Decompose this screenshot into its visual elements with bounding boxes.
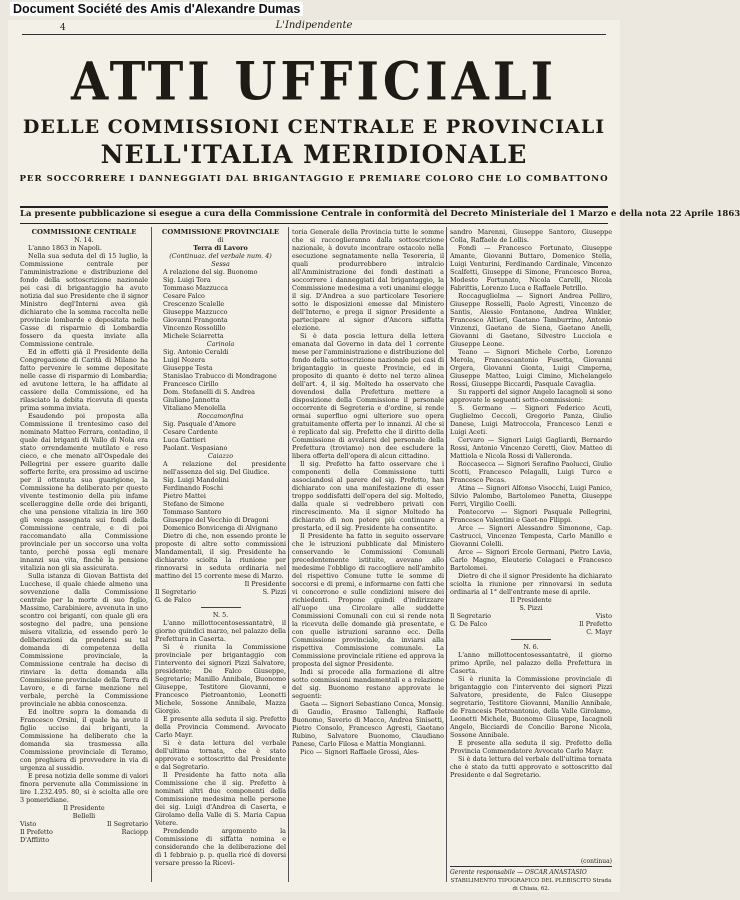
paragraph: Teano — Signori Michele Corbo, Lorenzo Merola, Francescantonio Fusetta, Giovanni Orgera, Giovanni Gionta, Luigi Cimperna, Giuseppe Matteo, Luigi Cimino, Michelangelo Rossi, Giuseppe Biccardi, Pasquale Cavaglia. bbox=[450, 348, 612, 388]
separator bbox=[511, 639, 551, 640]
paragraph: Il sig. Prefetto ha fatto osservare che i componenti della Commissione tutti associandosi al parere del sig. Prefetto, han dichiarato con una manifestazione di esser troppo soddisfatti dell'opera del sig. Moltedo, dalla quale si vedrebbero privati con rincrescimento. Ma il signor Moltedo ha dichiarato di non potere più continuare a prestarla, ed il sig. Presidente ha consentito. bbox=[292, 460, 444, 532]
paragraph: Atina — Signori Alfonso Visocchi, Luigi Panico, Silvio Palombo, Bartolomeo Panetta, Giuseppe Ferri, Virgilio Coelli. bbox=[450, 484, 612, 508]
paragraph: Fondi — Francesco Fortunato, Giuseppe Amante, Giovanni Buttaro, Domenico Stella, Luigi Venturini, Ferdinando Cardinale, Vincenzo Scalfetti, Giuseppe di Simone, Francesco Borea, Modesto Fortunato, Nicola Carelli, Nicola Fabrittis, Lorenzo Luca e Raffaele Petrillo. bbox=[450, 244, 612, 292]
notice-bottom-rule bbox=[20, 223, 608, 224]
name-line: Sig. Luigi Mandolini bbox=[163, 476, 229, 484]
name-line: Tommaso Mazzucca bbox=[163, 284, 228, 292]
signature-prefect-name: C. Mayr bbox=[586, 628, 612, 636]
gerente-line: Gerente responsabile — OSCAR ANASTASIO bbox=[450, 866, 612, 877]
signature-row bbox=[450, 612, 612, 620]
paragraph: Roccasecca — Signori Serafino Paolucci, Giulio Scotti, Francesco Pelagalli, Luigi Turco e Francesco Pecas. bbox=[450, 460, 612, 484]
name-line: Luca Gattieri bbox=[163, 436, 206, 444]
name-line: Domenico Bonvicenga di Alvignano bbox=[163, 524, 278, 532]
paragraph: Dietro di che il signor Presidente ha dichiarato sciolta la riunione per rinnovarsi in seduta ordinaria al 1° dell'entrante mese di aprile. bbox=[450, 572, 612, 596]
signature-secretary-role: Il Segretario bbox=[155, 588, 197, 596]
paragraph: Si è data lettura del verbale dell'ultima tornata che è stato da tutti approvato e sottoscritto dal Presidente e dal Segretario. bbox=[450, 755, 612, 779]
paragraph: Arce — Signori Alessandro Simonone, Cap. Castrucci, Vincenzo Tempesta, Carlo Manillo e Giovanni Colelli. bbox=[450, 524, 612, 548]
paragraph: Prendendo argomento la Commissione di siffatta nomina e considerando che la deliberazione del dì 1 febbraio p. p. quella ricé di doversi versare presso la Ricevi- bbox=[155, 827, 286, 867]
name-line: A relazione del presidente nell'assenza del sig. Del Giudice. bbox=[163, 460, 286, 476]
paragraph: Ed inoltre sopra la domanda di Francesco Orsini, il quale ha avuto il figlio ucciso dai briganti, la Commissione ha deliberato che la domanda sia trasmessa alla Commissione provinciale di Teramo, con preghiera di provvedere in via di urgenza al sussidio. bbox=[20, 708, 148, 772]
name-line: Giuliano Jannotta bbox=[163, 396, 220, 404]
name-line: Giuseppe del Vecchio di Dragoni bbox=[163, 516, 269, 524]
name-line: Cesare Falco bbox=[163, 292, 205, 300]
paragraph: Su rapporti del signor Angelo Iacagnoli si sono approvate le seguenti sotto-commissioni: bbox=[450, 388, 612, 404]
signature-president-role: Il Presidente bbox=[510, 596, 552, 604]
paragraph: Gaeta — Signori Sebastiano Conca, Monsig. di Gaudio, Erasmo Tallenghi, Raffaele Buonomo, Saverio di Macco, Andrea Sinisetti, Pietro Consolo, Francesco Agresti, Gaetano Rubino, Salvatore Buonomo, Claudiano Panese, Carlo Filosa e Mattia Mongianni. bbox=[292, 700, 444, 748]
name-line: Paolant. Vespasiano bbox=[163, 444, 228, 452]
signature-secretary-role: Il Segretario bbox=[450, 612, 492, 620]
paragraph: Nella sua seduta del dì 15 luglio, la Commissione centrale per l'amministrazione e distribuzione del fondo della sottoscrizione nazionale pei casi di brigantaggio ha avuto notizia dal suo Presidente che il signor Ministro degl'Interni avea già dichiarato che la somma raccolta nelle provincie lombarde e depositata nelle Casse di risparmio di Lombardia fossero da questa inviate alla Commissione centrale. bbox=[20, 252, 148, 348]
separator bbox=[201, 607, 241, 608]
signature-president-role: Il Presidente bbox=[63, 804, 105, 812]
signature-secretary-name: Raciopp bbox=[121, 828, 148, 836]
column-heading: COMMISSIONE PROVINCIALE bbox=[161, 228, 280, 236]
name-line: Stefano de Simone bbox=[163, 500, 225, 508]
name-line: Luigi Nozera bbox=[163, 356, 206, 364]
signature-president-name: S. Pizzi bbox=[262, 588, 286, 596]
paragraph: Cervaro — Signori Luigi Gagliardi, Bernardo Rossi, Antonio Vincenzo Ceretti, Giov. Matteo di Mattiola e Nicola Rossi di Valleronda. bbox=[450, 436, 612, 460]
name-line: Sig. Pasquale d'Amore bbox=[163, 420, 236, 428]
signature-row bbox=[155, 588, 286, 596]
masthead-line-3: PER SOCCORRERE I DANNEGGIATI DAL BRIGANTAGGIO E PREMIARE COLORO CHE LO COMBATTONO bbox=[19, 174, 609, 184]
name-line: Tommaso Santoro bbox=[163, 508, 222, 516]
paragraph: Dietro di che, non essendo pronte le proposte di altre sotto commissioni Mandamentali, il sig. Presidente ha dichiarato sciolta la riunione per rinnovarsi in seduta ordinaria nel mattino del 15 corrente mese di Marzo. bbox=[155, 532, 286, 580]
signature-row bbox=[20, 820, 148, 828]
paragraph: S. Germano — Signori Federico Acuti, Guglielmo Ceccoli, Gregorio Panza, Giulio Danese, Luigi Matroccola, Francesco Lenzi e Luigi Aceti. bbox=[450, 404, 612, 436]
session-number: N. 6. bbox=[523, 643, 539, 651]
paragraph: Il Presidente ha fatto in seguito osservare che le istruzioni pubblicate dal Ministero conservando le Commissioni Comunali precedentemente istituite, avevano allo medesime l'obbligo di raccogliere nell'ambito del rispettivo Comune tutte le somme di soccorsi e di premi, e informarne con fatti che vi concorrono e sulle condizioni misere dei richiedenti. Propone quindi d'indirizzare all'uopo una Circolare alle suddette Commissioni Comunali con cui si rende nota la ricevuta delle domande già presentate, e con quelle istruzioni saranno ecc. Della Commissione provinciale, da inviarsi alla rispettiva Commissione comunale. La Commissione provinciale ritiene ed approva la proposta del signor Presidente. bbox=[292, 532, 444, 668]
paragraph: L'anno 1863 in Napoli. bbox=[28, 244, 102, 252]
signature-visto: Visto bbox=[595, 612, 612, 620]
signature-secretary-role: Il Segretario bbox=[106, 820, 148, 828]
signature-secretary-name: G. de Falco bbox=[155, 596, 192, 604]
signature-secretary-name: G. De Falco bbox=[450, 620, 488, 628]
paragraph: Si è data poscia lettura della lettera emanata dal Governo in data del 1 corrente mese per l'amministrazione e distribuzione del fondo della sottoscrizione nazionale pei casi di brigantaggio in queste Provincie, ed in proposito di quanto è detto nel terzo alinea dell'art. 4, il sig. Moltedo ha osservato che dovendosi dalla Prefettura mettere a disposizione della Commissione il personale occorrente di Segreteria e d'ordine, si rende ormai superfluo ogni ulteriore suo opera gratuitamente offerta per lo innanzi. Al che si è replicato dal sig. Prefetto che il diritto della Commissione di avvalersi del personale della Prefettura (troviamo) non dee escludere la libera offerta dell'opera di alcun cittadino. bbox=[292, 332, 444, 460]
name-line: Cesare Cardente bbox=[163, 428, 218, 436]
column-divider bbox=[288, 227, 289, 882]
paragraph: E presente alla seduta il sig. Prefetto della Provincia Commendatore Avvocato Carlo Mayr. bbox=[450, 739, 612, 755]
section-carinola: Carinola bbox=[206, 340, 235, 348]
signature-prefect-name: D'Afflitto bbox=[20, 836, 50, 844]
column-divider bbox=[151, 227, 152, 882]
masthead-line-1: DELLE COMMISSIONI CENTRALE E PROVINCIALI bbox=[22, 116, 606, 138]
printer-line: STABILIMENTO TIPOGRAFICO DEL PLEBISCITO Strada di Chiaia, 62. bbox=[450, 878, 612, 892]
name-line: Sig. Antonio Ceraldi bbox=[163, 348, 229, 356]
page-number: 4 bbox=[60, 23, 66, 33]
name-line: Giuseppe Testa bbox=[163, 364, 213, 372]
name-line: Michele Sciarretta bbox=[163, 332, 224, 340]
signature-row bbox=[20, 828, 148, 836]
paragraph: Si è riunita la Commissione provinciale di brigantaggio con l'intervento dei signori Pizzi Salvatore, presidente, de Falco Giuseppe segretario, Testitore Giovanni, Manilio Annibale, de Francesis Pietroantonio, della Valle Girolamo, Leonetti Michele, Buonomo Giuseppe, Iacagnoli Angelo, Bicciardi de Concilio Barone Nicola, Sossone Annibale. bbox=[450, 675, 612, 739]
name-line: Francesco Cirillo bbox=[163, 380, 219, 388]
name-line: Crescenzo Scalelle bbox=[163, 300, 225, 308]
paragraph: Si è riunita la Commissione provinciale per brigantaggio con l'intervento dei signori Pizzi Salvatore, presidente; De Falco Giuseppe, Segretario; Manillo Annibale, Buonomo Giuseppe, Testitore Giovanni, e Francesco Pietroantonio, Leonetti Michele, Sossone Annibale, Mazza Giorgio. bbox=[155, 643, 286, 715]
session-number: N. 5. bbox=[212, 611, 229, 619]
signature-visto: Visto bbox=[20, 820, 37, 828]
column-3 bbox=[292, 228, 444, 888]
signature-president-name: Bellelli bbox=[72, 812, 96, 820]
paragraph: Il Presidente ha fatto nota alla Commissione che il sig. Prefetto à nominati altri due componenti della Commissione medesima nelle persone dei sig. Luigi d'Andrea di Caserta, e Girolamo della Valle di S. Maria Capua Vetere. bbox=[155, 771, 286, 827]
paragraph: Indi si procede alla formazione di altre sotto commissioni mandamentali e a relazione del sig. Buonomo restano approvate le seguenti: bbox=[292, 668, 444, 700]
paragraph: Sulla istanza di Giovan Battista del Lucchese, il quale chiede almeno una sovvenzione dalla Commissione centrale per la morte di suo figlio, Massimo, Carabiniere, avvenuta in uno scontro coi briganti, con quale gli era sostegno del padre, una pensione misera vitalizia, ed essendo però le deliberazioni da prendersi su tal domanda di competenza della Commissione provinciale, la Commissione centrale ha deciso di rinviare la detta domanda alla Commissione provinciale della Terra di Lavoro, e di farne menzione nel verbale, perchè la Commissione provinciale ne abbia conoscenza. bbox=[20, 572, 148, 708]
paragraph: Arce — Signori Ercole Germani, Pietro Lavia, Carlo Magno, Eleuterio Colagaci e Francesco Bartolomei. bbox=[450, 548, 612, 572]
name-line: Giuseppe Mazzucco bbox=[163, 308, 228, 316]
document-source-label: Document Société des Amis d'Alexandre Dumas bbox=[10, 2, 303, 16]
section-roccamonfina: Roccamonfina bbox=[197, 412, 244, 420]
column-divider bbox=[446, 227, 447, 882]
paragraph: Ed in effetti già il Presidente della Congregazione di Carità di Milano ha fatto pervenire le somme depositate nelle casse di risparmio di Lombardia; ed avutone lettera, le ha affidate al cassiere della Commissione, ed ha rilasciato la debita ricevuta di questa prima somma inviata. bbox=[20, 348, 148, 412]
column-heading: COMMISSIONE CENTRALE bbox=[31, 228, 137, 236]
publication-notice: La presente pubblicazione si esegue a cura della Commissione Centrale in conformità del Decreto Ministeriale del 1 Marzo e della nota 22 Aprile 1863 bbox=[20, 209, 740, 219]
paragraph: Pico — Signori Raffaele Grossi, Ales- bbox=[300, 748, 420, 756]
paragraph: Pontecorvo — Signori Pasquale Pellegrini, Francesco Valentini e Gaet-no Filippi. bbox=[450, 508, 612, 524]
name-line: Stanislao Trabucco di Mondragone bbox=[163, 372, 277, 380]
paragraph: E presente alla seduta il sig. Prefetto della Provincia Commend. Avvocato Carlo Mayr. bbox=[155, 715, 286, 739]
masthead-title: ATTI UFFICIALI bbox=[70, 51, 558, 113]
section-sessa: Sessa bbox=[211, 260, 230, 268]
name-line: Vincenzo Rossolillo bbox=[163, 324, 226, 332]
signature-president-name: S. Pizzi bbox=[519, 604, 543, 612]
column-4 bbox=[450, 228, 612, 856]
paragraph: Si è data lettura del verbale dell'ultima tornata, che è stato approvato e sottoscritto dal Presidente e dal Segretario. bbox=[155, 739, 286, 771]
name-line: Sig. Luigi Tora bbox=[163, 276, 211, 284]
notice-top-rule bbox=[20, 206, 608, 208]
masthead-line-2: NELL'ITALIA MERIDIONALE bbox=[100, 140, 528, 169]
signature-prefect-role: Il Prefetto bbox=[579, 620, 612, 628]
continua-note: (continua) bbox=[580, 858, 612, 865]
running-head: L'Indipendente bbox=[275, 20, 353, 31]
paragraph: L'anno millottocentosessantatrè, il giorno primo Aprile, nel palazzo della Prefettura in Caserta. bbox=[450, 651, 612, 675]
session-number: N. 14. bbox=[74, 236, 94, 244]
heading-di: di bbox=[217, 236, 224, 244]
name-line: Vitaliano Menolella bbox=[163, 404, 226, 412]
paragraph: E presa notizia delle somme di valori finora pervenute alla Commissione in lire 1.232.495. 80, si è sciolta alle ore 3 pomeridiane. bbox=[20, 772, 148, 804]
column-1 bbox=[20, 228, 148, 888]
name-line: Giovanni Frangonta bbox=[163, 316, 228, 324]
paragraph: Roccaguglielma — Signori Andrea Pelliro, Giuseppe Rosselli, Paolo Agresti, Vincenzo de Santis, Alessio Fontanone, Andrea Winkler, Francesco Altieri, Gaetano Tamburrino, Antonio Vinzenzi, Gaetano de Siena, Gaetano Anelli, Giovanni di Gaetano, Silvestro Lucciola e Giuseppe Leone. bbox=[450, 292, 612, 348]
name-line: Pietro Mattei bbox=[163, 492, 206, 500]
section-caiazzo: Caiazzo bbox=[207, 452, 234, 460]
column-2 bbox=[155, 228, 286, 888]
paragraph: L'anno millottocentosessantatrè, il giorno quindici marzo, nel palazzo della Prefettura in Caserta. bbox=[155, 619, 286, 643]
masthead bbox=[8, 51, 620, 184]
province-name: Terra di Lavoro bbox=[193, 244, 248, 252]
signature-prefect-role: Il Prefetto bbox=[20, 828, 53, 836]
name-line: A relazione del sig. Buonomo bbox=[163, 268, 258, 276]
signature-row bbox=[450, 620, 612, 628]
name-line: Dom. Stefanelli di S. Andrea bbox=[163, 388, 255, 396]
name-line: Ferdinando Foschi bbox=[163, 484, 224, 492]
colophon bbox=[450, 858, 612, 893]
paragraph: sandro Marenni, Giuseppe Santoro, Giuseppe Colla, Raffaele de Lollis. bbox=[450, 228, 612, 244]
signature-president-role: Il Presidente bbox=[244, 580, 286, 588]
paragraph: Esaudendo poi proposta alla Commissione il trentesimo caso del nominato Matteo Ferrara, contadino, il quale dai briganti di Vallo di Nola era stato orrendamente mutilato e reso cieco, e che menato all'Ospedale dei Pellegrini per essere guarito dalle sofferte ferite, era prossimo ad uscirne per il ottenuta sua guarigione, la Commissione ha deliberato per questo vivente testimonio della più infame scelleraggine delle orde dei briganti, che una pensione vitalizia in lire 360 gli venga assegnata sui fondi della Commissione centrale, e di poi raccomandato alla Commissione provinciale per un soccorso una volta tanto, perchè possa egli menare innanzi sua vita, finchè la pensione vitalizia non gli sia assicurata. bbox=[20, 412, 148, 572]
running-head-rule bbox=[22, 34, 606, 35]
continuation-note: (Continuaz. del verbale num. 4) bbox=[169, 252, 272, 260]
newspaper-page bbox=[8, 20, 740, 892]
paragraph: toria Generale della Provincia tutte le somme che si raccoglieranno dalla sottoscrizione nazionale, à dovuto incontrare ostacolo nella esecuzione segnatamente nella Tesoreria, il quali produrrebbero intralcio all'Amministrazione dei fondi destinati a soccorrere i danneggiati dal brigantaggio, la Commissione medesima a voti unanimi elegge il sig. D'Andrea a suo particolare Tesoriere sotto le disposizioni emesse dal Ministero dell'Interno, e prega il signor Presidente a partecipare al signor d'Ancora siffatta elezione. bbox=[292, 228, 444, 332]
